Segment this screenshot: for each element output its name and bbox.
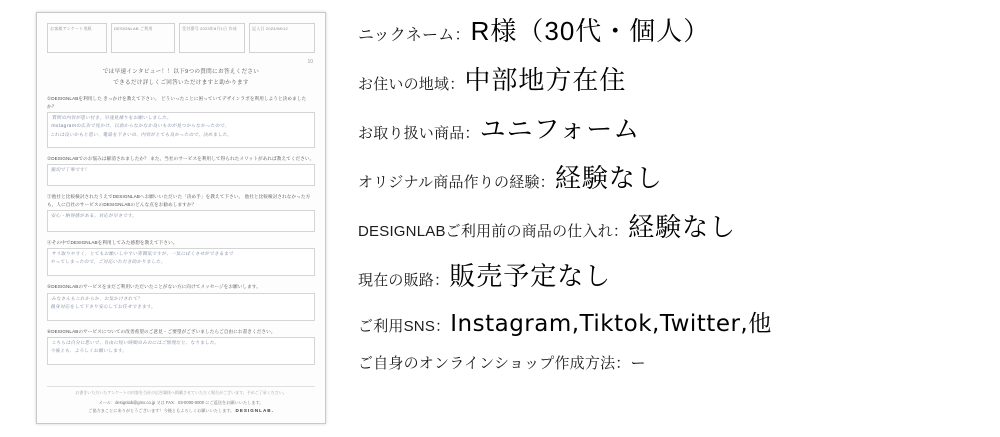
profile-label-channel: 現在の販路： xyxy=(358,272,450,290)
scan-header xyxy=(47,23,315,53)
question-label: ④その中でDESIGNLABを利用してみた感想を教えて下さい。 xyxy=(47,239,178,245)
question-label: ③他社と比較検討されたうえでDESIGNLABへお願いいただいた「決め手」を教えて下さい。 他社と比較検討されなかった方も、人に自社のサービスのDESIGNLABのどんな点をお勧めしますか？ xyxy=(47,194,311,207)
profile-value-shop: ー xyxy=(630,354,646,372)
scan-intro-line-2: できるだけ詳しくご回答いただけますと助かります xyxy=(113,79,249,86)
scan-header-box-3: 記入日 2023/08/12 xyxy=(249,23,315,53)
profile-value-sourcing: 経験なし xyxy=(628,212,737,243)
question-answer-box xyxy=(47,337,315,365)
scan-footer xyxy=(47,386,315,415)
profile-value-experience: 経験なし xyxy=(554,163,663,194)
question-answer-box xyxy=(47,248,315,276)
profile-row-experience xyxy=(358,161,978,196)
scan-sheet xyxy=(36,12,326,424)
scan-footer-contact-text: ご協力まことにありがとうございます！今後ともよろしくお願いいたします。 xyxy=(88,407,235,413)
scan-content xyxy=(47,23,315,413)
question-block xyxy=(47,193,315,232)
scan-page-number: 10 xyxy=(307,59,313,65)
handwritten-answer: こちらは自分に思いで、自由に短い時間のみのにはご無理だと、なりました。 今後とも、よろしくお願いします。 xyxy=(50,341,220,355)
question-label: ⑤DESIGNLABのサービスをまだご利用いただいたことがない方に向けてメッセージをお願いします。 xyxy=(47,284,261,290)
profile-row-sns xyxy=(358,309,978,340)
profile-label-product: お取り扱い商品： xyxy=(358,125,480,143)
scan-header-box-1: DESIGNLAB ご利用 xyxy=(111,23,175,53)
profile-label-experience: オリジナル商品作りの経験： xyxy=(358,174,555,192)
profile-summary xyxy=(358,14,978,388)
handwritten-answer: みなさんもこれからか、お気かけされて？ 親身対応をして下さり安心してお任せできます。 xyxy=(50,296,157,311)
scan-footer-contact xyxy=(47,399,315,415)
question-block xyxy=(47,155,315,186)
profile-row-product xyxy=(358,112,978,147)
handwritten-answer: 質問の内容が思い付き。早速見積りをお願いしました。 Instagramの広告で見かけ、以前からなかなか良いものが見つからなかったので、 これは良いかもと思い、電話を下さいの、内容がとても良かったので、決めました。 xyxy=(49,115,233,138)
question-answer-box xyxy=(47,293,315,321)
scan-footer-contact-line-1: メール：designlab@gmx.co.jp 又は FAX：03-0000-0000 にご返送をお願いいたします。 xyxy=(98,400,264,406)
profile-row-region xyxy=(358,63,978,98)
profile-row-nickname xyxy=(358,14,978,49)
profile-label-sourcing: DESIGNLABご利用前の商品の仕入れ： xyxy=(358,223,629,241)
scan-header-box-0: お客様アンケート用紙 xyxy=(47,23,107,53)
question-block xyxy=(47,95,315,148)
profile-label-nickname: ニックネーム： xyxy=(358,27,471,44)
profile-value-channel: 販売予定なし xyxy=(449,261,612,292)
profile-label-sns: ご利用SNS： xyxy=(358,317,451,335)
profile-value-nickname: R様（30代・個人） xyxy=(470,16,711,46)
profile-row-shop xyxy=(358,354,978,374)
scan-header-box-2: 受付番号 2023年8月1日 作成 xyxy=(179,23,245,53)
profile-row-channel xyxy=(358,259,978,294)
profile-value-region: 中部地方在住 xyxy=(464,65,627,96)
question-answer-box xyxy=(47,112,315,148)
profile-label-shop: ご自身のオンラインショップ作成方法： xyxy=(358,354,631,372)
scan-footer-brand: DESIGNLAB. xyxy=(235,407,274,413)
question-answer-box xyxy=(47,164,315,186)
question-label: ②DESIGNLABでのお悩みは解消されましたか？ また、当社のサービスを利用して得られたメリットがあれば教えてください。 xyxy=(47,155,315,161)
question-answer-box xyxy=(47,210,315,232)
scan-footer-contact-line-2 xyxy=(47,407,315,415)
question-block xyxy=(47,328,315,365)
scan-intro-line-1: では早速インタビュー！！以下9つの質問にお答えください xyxy=(102,69,260,75)
profile-row-sourcing xyxy=(358,210,978,245)
profile-value-product: ユニフォーム xyxy=(479,114,641,145)
scan-footer-note: お書きいただいたアンケートの内容を当社の広告媒体へ掲載させていただく場合がございます。予めご了承ください。 xyxy=(47,386,315,397)
question-block xyxy=(47,239,315,276)
question-label: ①DESIGNLABを利用した きっかけを教えて下さい。 どういったことに困っていてデザインラボを利用しようと決めましたか？ xyxy=(47,96,307,109)
profile-value-sns: Instagram,Tiktok,Twitter,他 xyxy=(450,310,772,337)
scanned-questionnaire xyxy=(36,12,326,424)
profile-label-region: お住いの地域： xyxy=(358,76,465,94)
handwritten-answer: サリ取りやすく、とてもお願いしやすい雰囲気ですが、一気にぼくさせができるまで やってしまったので、ご対応いただき助かりました。 xyxy=(50,252,234,266)
scan-intro xyxy=(47,67,315,88)
handwritten-answer: 安心・納得感がある。対応が早さです。 xyxy=(50,213,138,219)
handwritten-answer: 親切で丁寧です！ xyxy=(50,168,90,174)
question-block xyxy=(47,283,315,320)
question-label: ⑥DESIGNLABのサービスについての改善希望のご意見・ご要望がございましたらご自由にお書きください。 xyxy=(47,328,276,334)
